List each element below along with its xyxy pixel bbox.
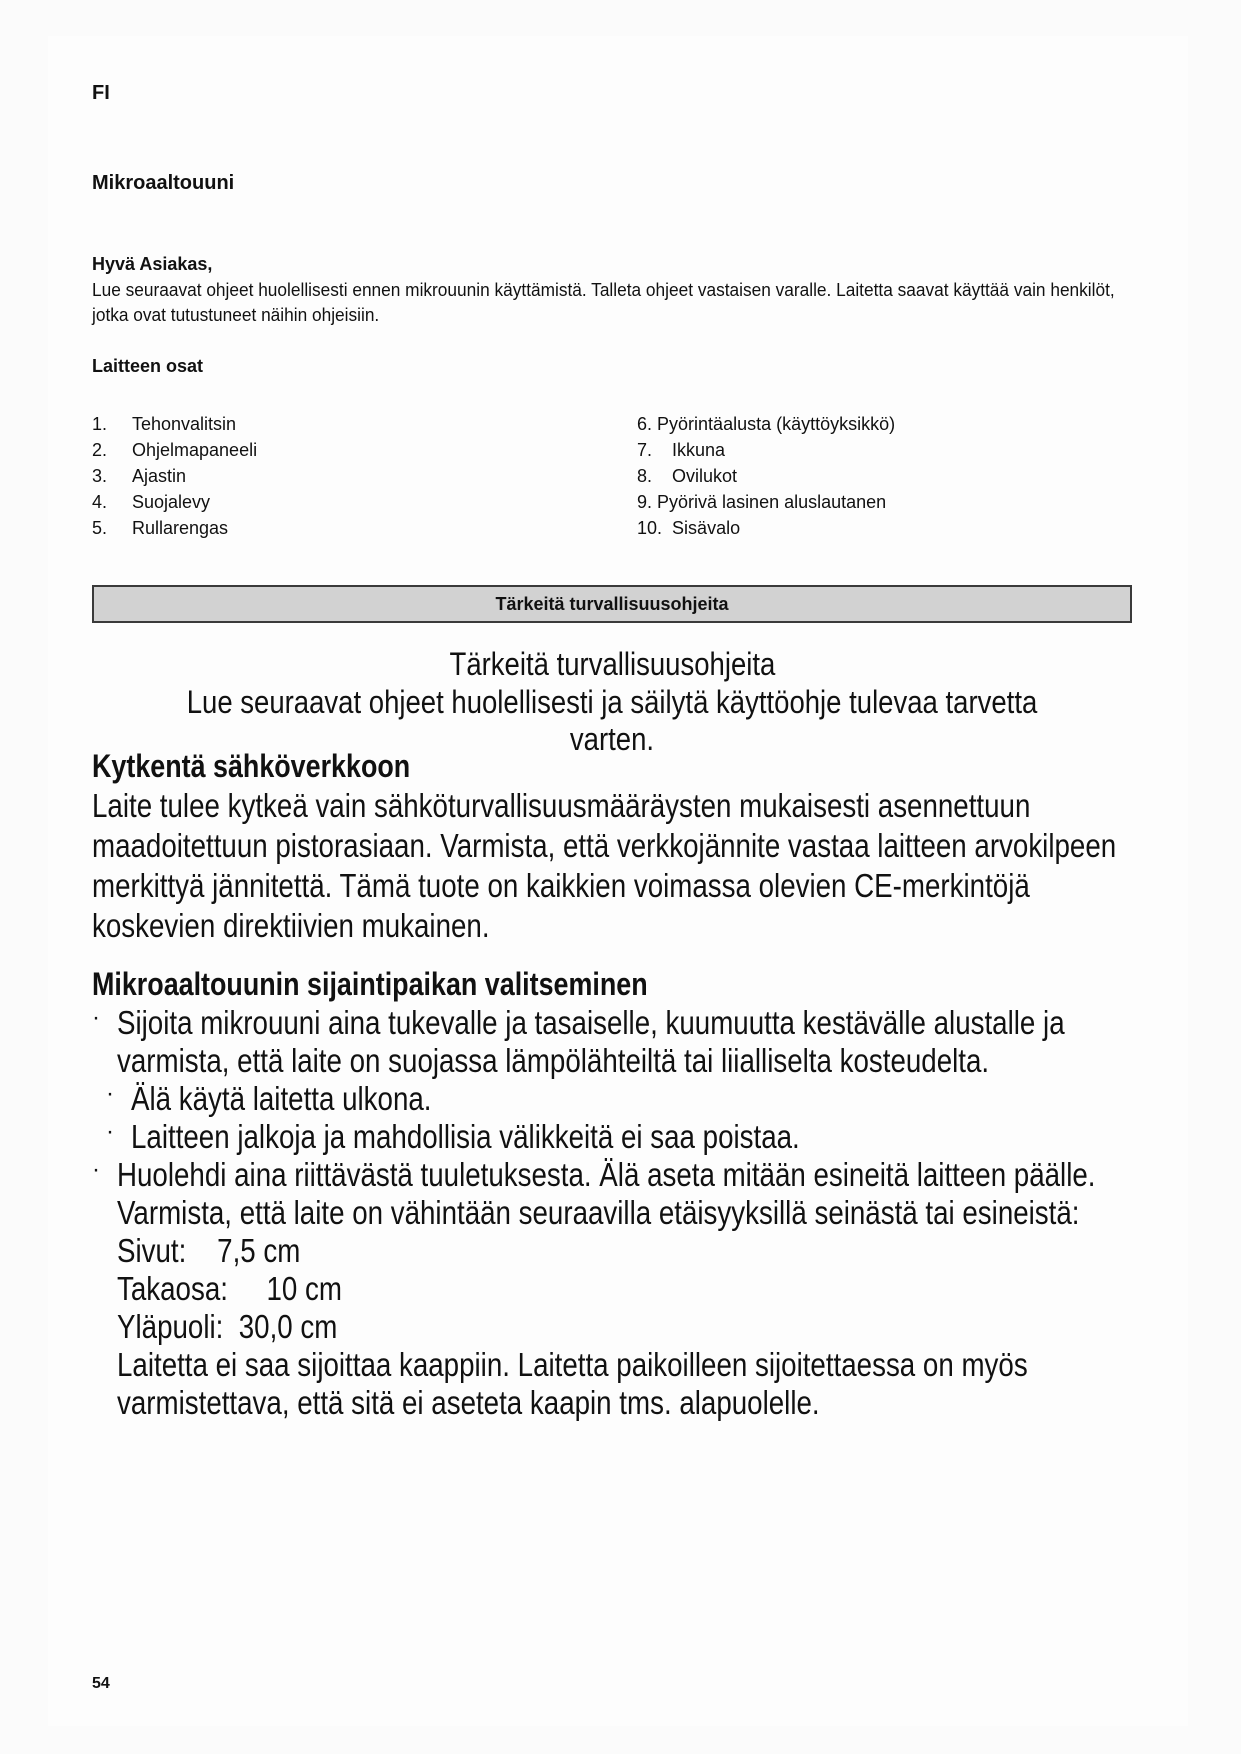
safety-subtitle: Lue seuraavat ohjeet huolellisesti ja säilytä käyttöohje tulevaa tarvetta varten. (186, 684, 1038, 757)
list-item: 4. Suojalevy (92, 492, 211, 512)
list-item: 5. Rullarengas (92, 518, 229, 538)
intro-text-body: Lue seuraavat ohjeet huolellisesti ennen mikrouunin käyttämistä. Talleta ohjeet vastaisen varalle. Laitetta saavat käyttää vain henkilöt, jotka ovat tutustuneet näihin ohjeisiin. (92, 280, 1115, 325)
safety-title: Tärkeitä turvallisuusohjeita (449, 646, 775, 682)
intro-text (92, 278, 1152, 328)
language-code: FI (92, 82, 110, 104)
location-heading: Mikroaaltouunin sijaintipaikan valitseminen (92, 966, 648, 1002)
bullet-icon: · (92, 1156, 100, 1183)
location-bullet-1: Sijoita mikrouuni aina tukevalle ja tasaiselle, kuumuutta kestävälle alustalle ja varmista, että laite on suojassa lämpölähteiltä tai liialliselta kosteudelta. (117, 1004, 1065, 1079)
bullet-icon: · (106, 1118, 114, 1145)
parts-heading: Laitteen osat (92, 356, 204, 376)
distance-sides: Sivut: 7,5 cm (117, 1232, 301, 1269)
connection-paragraph: Laite tulee kytkeä vain sähköturvallisuusmääräysten mukaisesti asennettuun maadoitettuun pistorasiaan. Varmista, että verkkojännite vastaa laitteen arvokilpeen merkittyä jännitettä. Tämä tuote on kaikkien voimassa olevien CE-merkintöjä koskevien direktiivien mukainen. (92, 787, 1117, 944)
bullet-icon: · (92, 1004, 100, 1031)
location-bullet-4: Huolehdi aina riittävästä tuuletuksesta. Älä aseta mitään esineitä laitteen päälle. Varmista, että laite on vähintään seuraavilla etäisyyksillä seinästä tai esineistä: (117, 1156, 1096, 1231)
safety-banner (92, 585, 1132, 623)
bullet-icon: · (106, 1080, 114, 1107)
list-item: 9. Pyörivä lasinen aluslautanen (637, 492, 887, 512)
page-number: 54 (92, 1675, 110, 1692)
distance-back: Takaosa: 10 cm (117, 1270, 342, 1307)
list-item: 6. Pyörintäalusta (käyttöyksikkö) (637, 414, 896, 434)
distance-top: Yläpuoli: 30,0 cm (117, 1308, 338, 1345)
greeting: Hyvä Asiakas, (92, 254, 213, 274)
parts-list-right (637, 411, 1137, 541)
list-item: 10. Sisävalo (637, 518, 741, 538)
document-title: Mikroaaltouuni (92, 172, 235, 194)
location-tail: Laitetta ei saa sijoittaa kaappiin. Laitetta paikoilleen sijoitettaessa on myös varmistettava, että sitä ei aseteta kaapin tms. alapuolelle. (117, 1346, 1028, 1421)
list-item: 7. Ikkuna (637, 440, 726, 460)
list-item: 8. Ovilukot (637, 466, 738, 486)
list-item: 3. Ajastin (92, 466, 187, 486)
list-item: 2. Ohjelmapaneeli (92, 440, 258, 460)
parts-list-left (92, 411, 492, 541)
connection-heading: Kytkentä sähköverkkoon (92, 748, 411, 784)
safety-banner-label: Tärkeitä turvallisuusohjeita (495, 593, 729, 614)
location-bullet-2: Älä käytä laitetta ulkona. (131, 1080, 432, 1117)
list-item: 1. Tehonvalitsin (92, 414, 237, 434)
location-bullet-3: Laitteen jalkoja ja mahdollisia välikkeitä ei saa poistaa. (131, 1118, 800, 1155)
